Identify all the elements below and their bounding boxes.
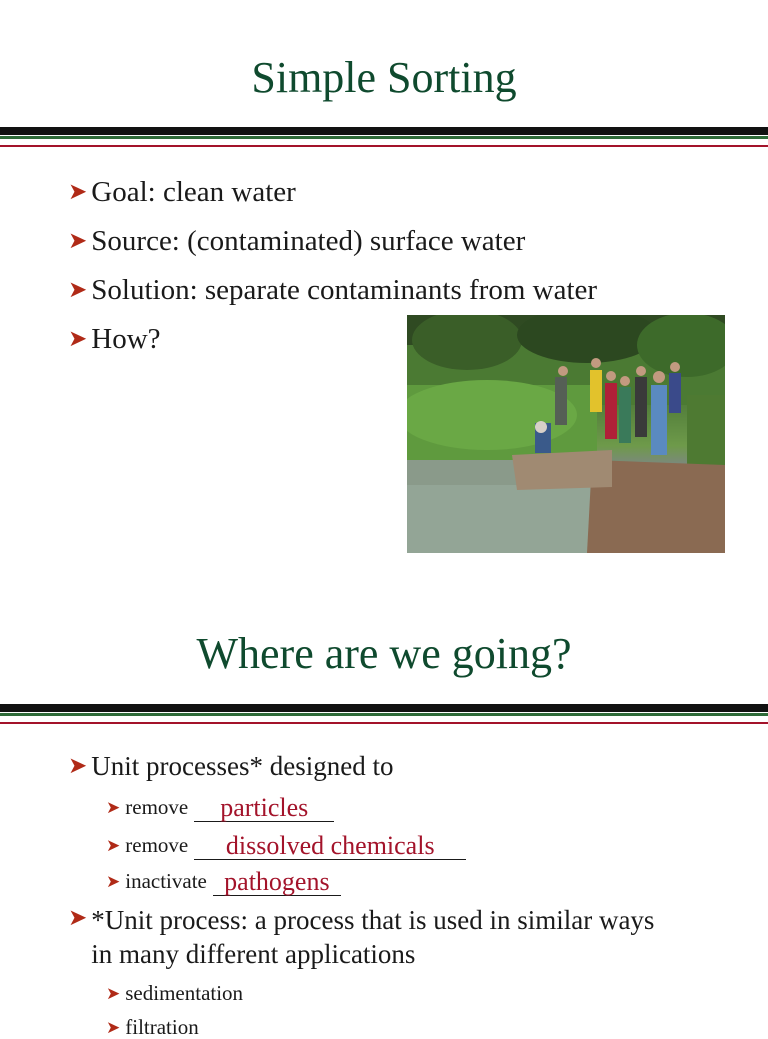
bullet-text: Goal: clean water — [91, 176, 296, 208]
sub-verb: remove — [125, 795, 189, 819]
arrowhead-bullet-icon: ➤ — [106, 836, 121, 855]
slide2-rule-green — [0, 713, 768, 716]
example-text: filtration — [125, 1015, 199, 1039]
slide1-rule-green — [0, 136, 768, 139]
bullet-text: Unit processes* designed to — [91, 751, 394, 781]
slide1-rule-dark — [0, 127, 768, 135]
arrowhead-bullet-icon: ➤ — [68, 326, 88, 351]
example-text: sedimentation — [125, 981, 244, 1005]
slide2-rule-dark — [0, 704, 768, 712]
arrowhead-bullet-icon: ➤ — [68, 277, 88, 302]
sub-verb: remove — [125, 833, 189, 857]
slide2-bullet-unit-processes — [68, 753, 393, 780]
slide2-sub-inactivate — [106, 866, 341, 894]
arrowhead-bullet-icon: ➤ — [68, 228, 88, 253]
definition-text: *Unit process: a process that is used in similar ways in many different applications — [91, 905, 655, 969]
arrowhead-bullet-icon: ➤ — [68, 179, 88, 204]
slide2-sub-remove-particles — [106, 792, 334, 820]
answer-dissolved-chemicals: dissolved chemicals — [194, 832, 466, 860]
slide1-bullet-how — [68, 325, 161, 354]
slide1-bullet-goal — [68, 178, 296, 207]
answer-particles: particles — [194, 794, 334, 822]
arrowhead-bullet-icon: ➤ — [68, 753, 88, 778]
arrowhead-bullet-icon: ➤ — [68, 905, 88, 930]
bullet-text: Source: (contaminated) surface water — [91, 225, 526, 257]
arrowhead-bullet-icon: ➤ — [106, 984, 121, 1003]
slide2-sub-remove-dissolved — [106, 830, 466, 858]
slide1-rule-red — [0, 145, 768, 147]
slide2-title: Where are we going? — [196, 629, 572, 678]
slide1-bullet-source — [68, 227, 525, 256]
slide1-bullet-solution — [68, 276, 597, 305]
bullet-text: How? — [91, 323, 161, 355]
slide2-example-sedimentation — [106, 983, 243, 1004]
arrowhead-bullet-icon: ➤ — [106, 872, 121, 891]
photo-water-source — [407, 315, 725, 553]
sub-verb: inactivate — [125, 869, 207, 893]
arrowhead-bullet-icon: ➤ — [106, 798, 121, 817]
bullet-text: Solution: separate contaminants from water — [91, 274, 598, 306]
arrowhead-bullet-icon: ➤ — [106, 1018, 121, 1037]
answer-pathogens: pathogens — [213, 868, 341, 896]
slide2-rule-red — [0, 722, 768, 724]
slide1-title: Simple Sorting — [251, 53, 517, 102]
slide2-bullet-definition — [68, 904, 671, 972]
slide2-example-filtration — [106, 1017, 199, 1038]
